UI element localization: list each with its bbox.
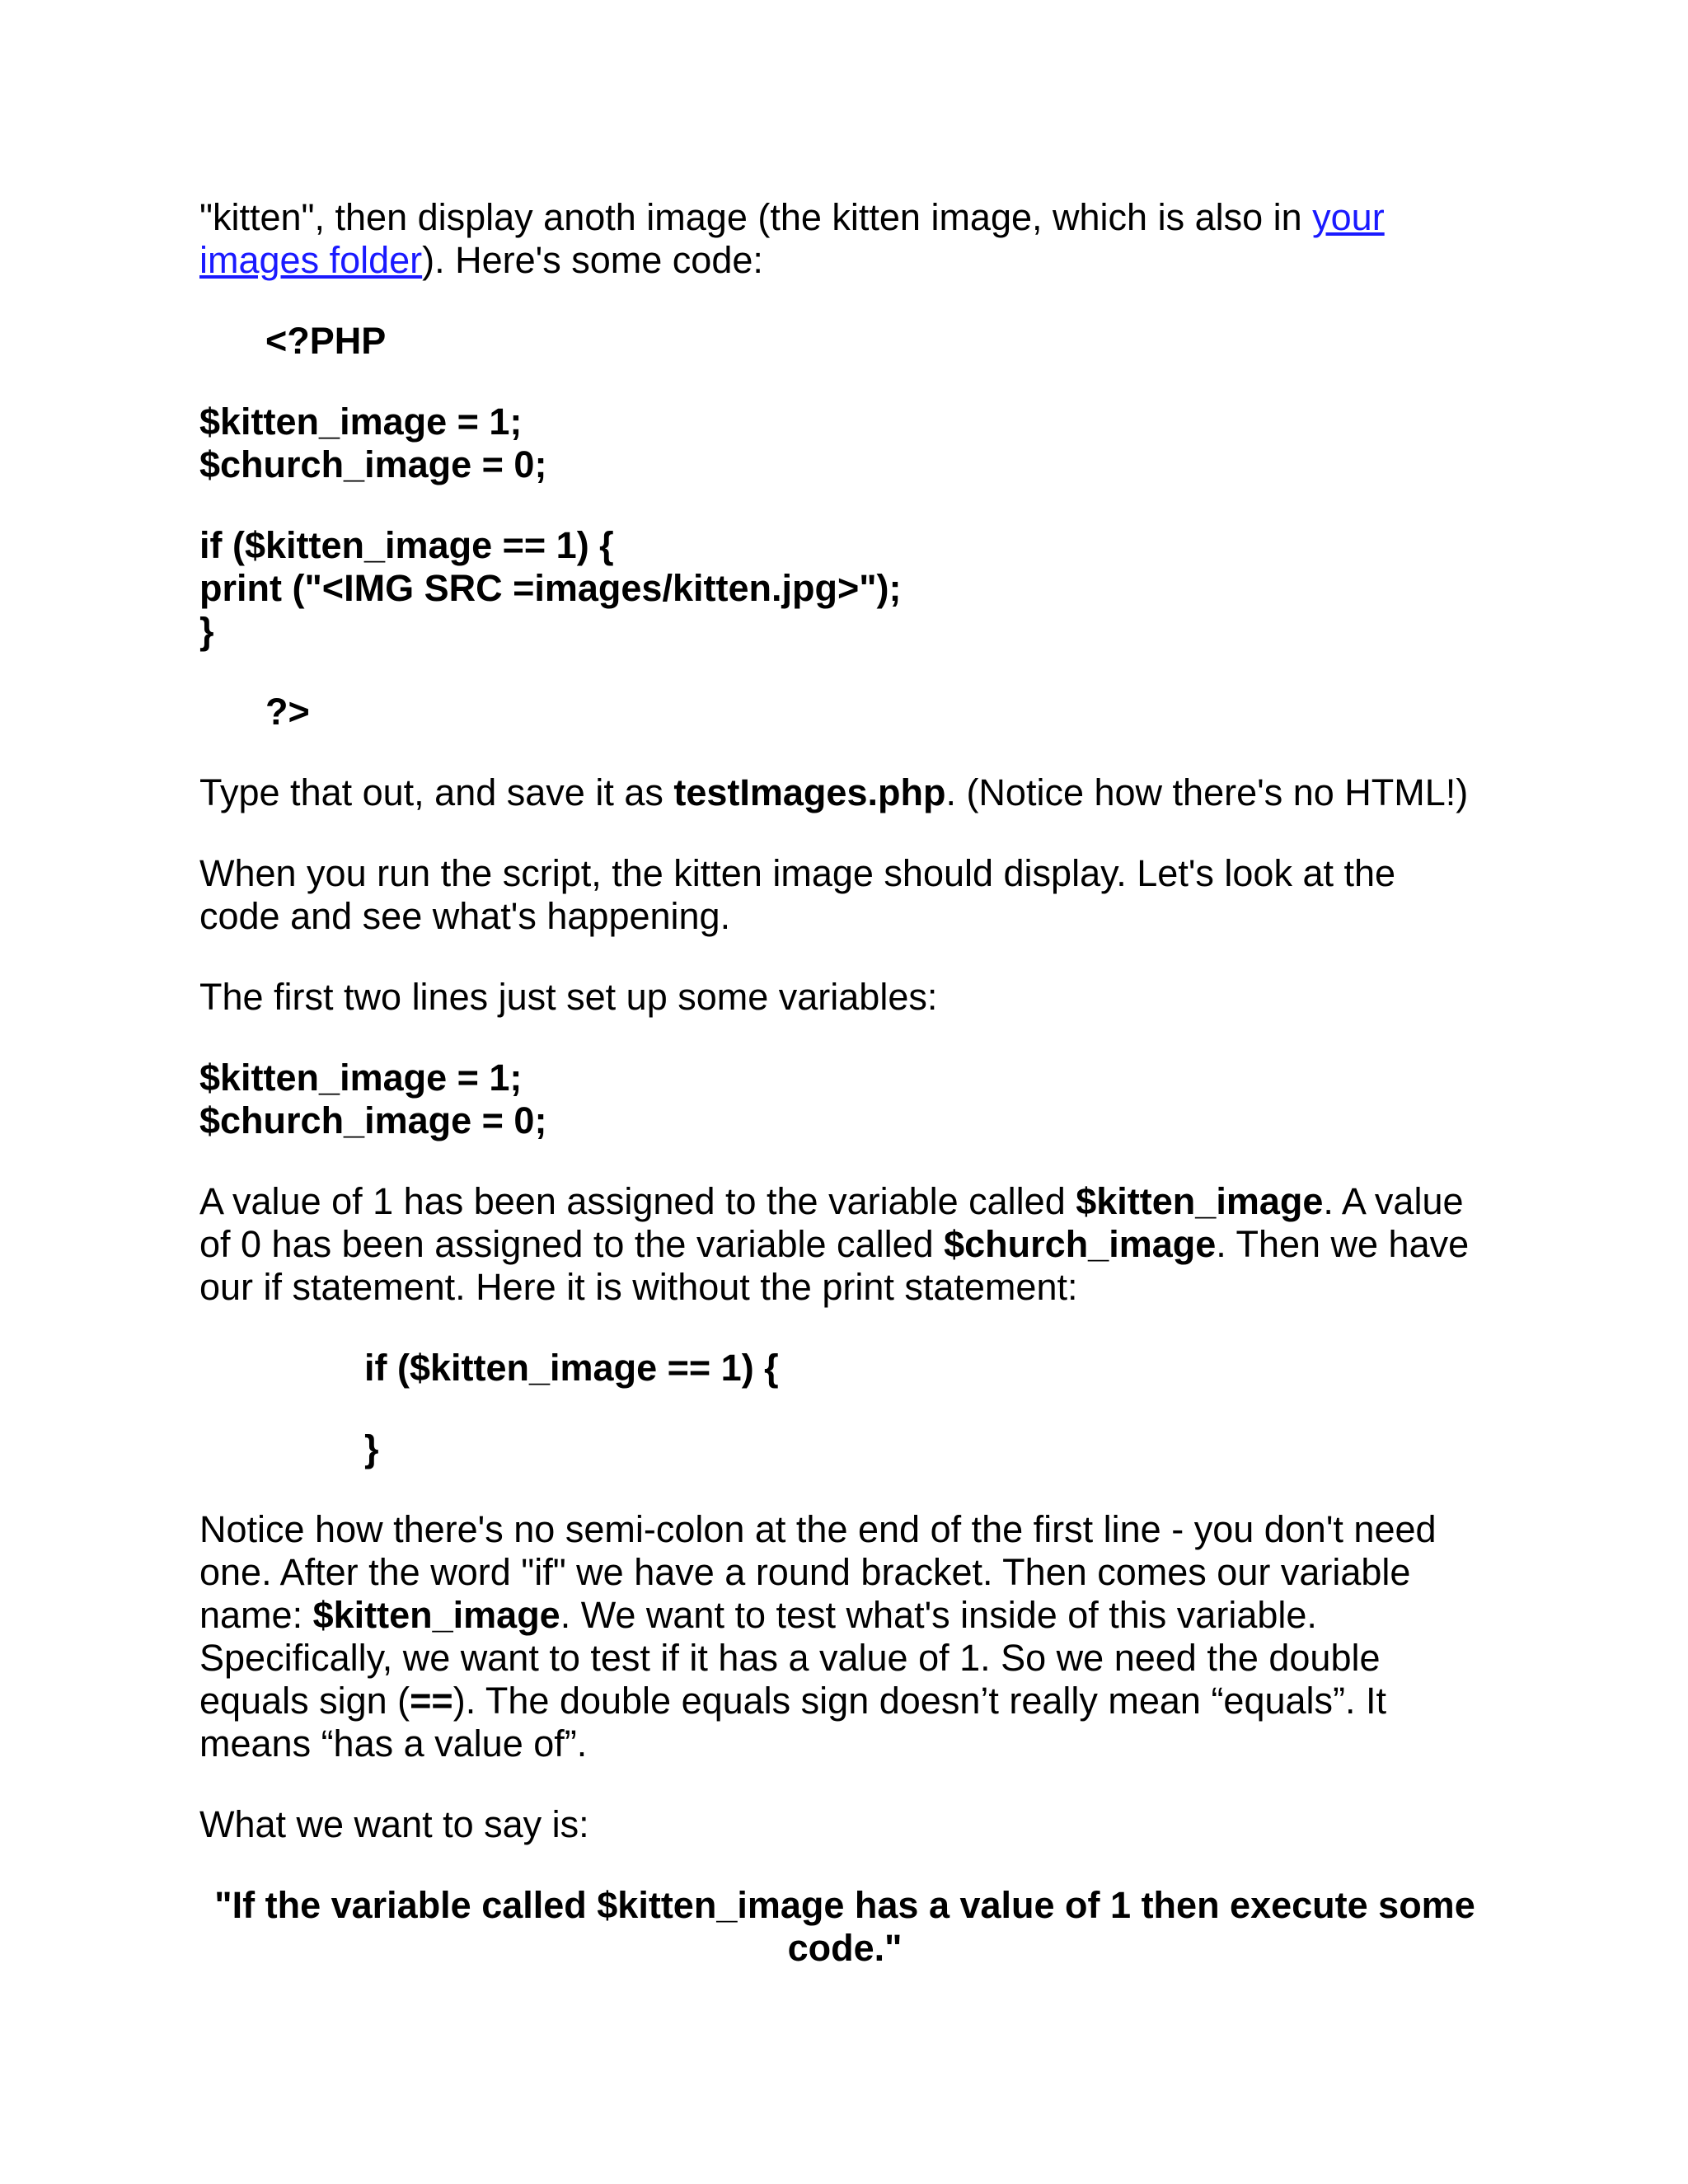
- value-text-2-post: . Then we have: [1216, 1223, 1470, 1265]
- value-text-post: . A value: [1323, 1180, 1464, 1222]
- intro-text: "kitten", then display anoth image (the kitten image, which is also in: [199, 196, 1313, 238]
- code-var-church: $church_image = 0;: [199, 443, 547, 485]
- value-paragraph-line-2: [199, 1223, 1469, 1266]
- code-if-only: if ($kitten_image == 1) {: [364, 1347, 779, 1389]
- notice-text-5: equals sign (: [199, 1680, 410, 1722]
- notice-text-post: . We want to test what's inside of this variable.: [560, 1594, 1317, 1636]
- notice-paragraph-line-4: Specifically, we want to test if it has a value of 1. So we need the double: [199, 1637, 1381, 1679]
- quote-line-1: "If the variable called $kitten_image has a value of 1 then execute some: [214, 1884, 1475, 1926]
- code-var-church-repeat: $church_image = 0;: [199, 1099, 547, 1141]
- save-text: Type that out, and save it as: [199, 771, 674, 813]
- code-if-line: if ($kitten_image == 1) {: [199, 524, 614, 566]
- intro-line-2: [199, 239, 763, 282]
- value-text: A value of 1 has been assigned to the variable called: [199, 1180, 1076, 1222]
- notice-paragraph-line-5: [199, 1680, 1386, 1722]
- value-text-2: of 0 has been assigned to the variable called: [199, 1223, 945, 1265]
- church-var-name: $church_image: [944, 1223, 1217, 1265]
- images-folder-link-cont[interactable]: images folder: [199, 239, 423, 281]
- images-folder-link[interactable]: your: [1312, 196, 1385, 238]
- want-paragraph: What we want to say is:: [199, 1803, 589, 1845]
- save-text-post: . (Notice how there's no HTML!): [945, 771, 1469, 813]
- filename: testImages.php: [673, 771, 946, 813]
- code-var-kitten-repeat: $kitten_image = 1;: [199, 1057, 523, 1099]
- first-two-lines-paragraph: The first two lines just set up some variables:: [199, 976, 938, 1018]
- notice-paragraph-line-1: Notice how there's no semi-colon at the end of the first line - you don't need: [199, 1508, 1437, 1550]
- kitten-var-name: $kitten_image: [1076, 1180, 1324, 1222]
- code-if-close-brace: }: [364, 1427, 379, 1469]
- save-paragraph: [199, 771, 1468, 814]
- code-var-kitten: $kitten_image = 1;: [199, 401, 523, 443]
- run-paragraph-line-2: code and see what's happening.: [199, 895, 731, 937]
- kitten-var-name-2: $kitten_image: [312, 1594, 560, 1636]
- notice-text: name:: [199, 1594, 313, 1636]
- code-open-tag: <?PHP: [265, 320, 387, 362]
- notice-text-5-post: ). The double equals sign doesn’t really mean “equals”. It: [452, 1680, 1387, 1722]
- notice-paragraph-line-3: [199, 1594, 1317, 1637]
- code-close-brace: }: [199, 610, 214, 652]
- double-equals-operator: ==: [410, 1680, 453, 1722]
- intro-text-cont: ). Here's some code:: [422, 239, 763, 281]
- quote-line-2: code.": [787, 1927, 903, 1969]
- notice-paragraph-line-2: one. After the word "if" we have a round bracket. Then comes our variable: [199, 1551, 1411, 1593]
- notice-paragraph-line-6: means “has a value of”.: [199, 1722, 588, 1765]
- value-paragraph-line-3: our if statement. Here it is without the print statement:: [199, 1266, 1078, 1308]
- code-close-tag: ?>: [265, 691, 310, 733]
- intro-line-1: [199, 196, 1385, 239]
- run-paragraph-line-1: When you run the script, the kitten image should display. Let's look at the: [199, 852, 1396, 894]
- value-paragraph-line-1: [199, 1180, 1464, 1223]
- code-print-line: print ("<IMG SRC =images/kitten.jpg>");: [199, 567, 902, 609]
